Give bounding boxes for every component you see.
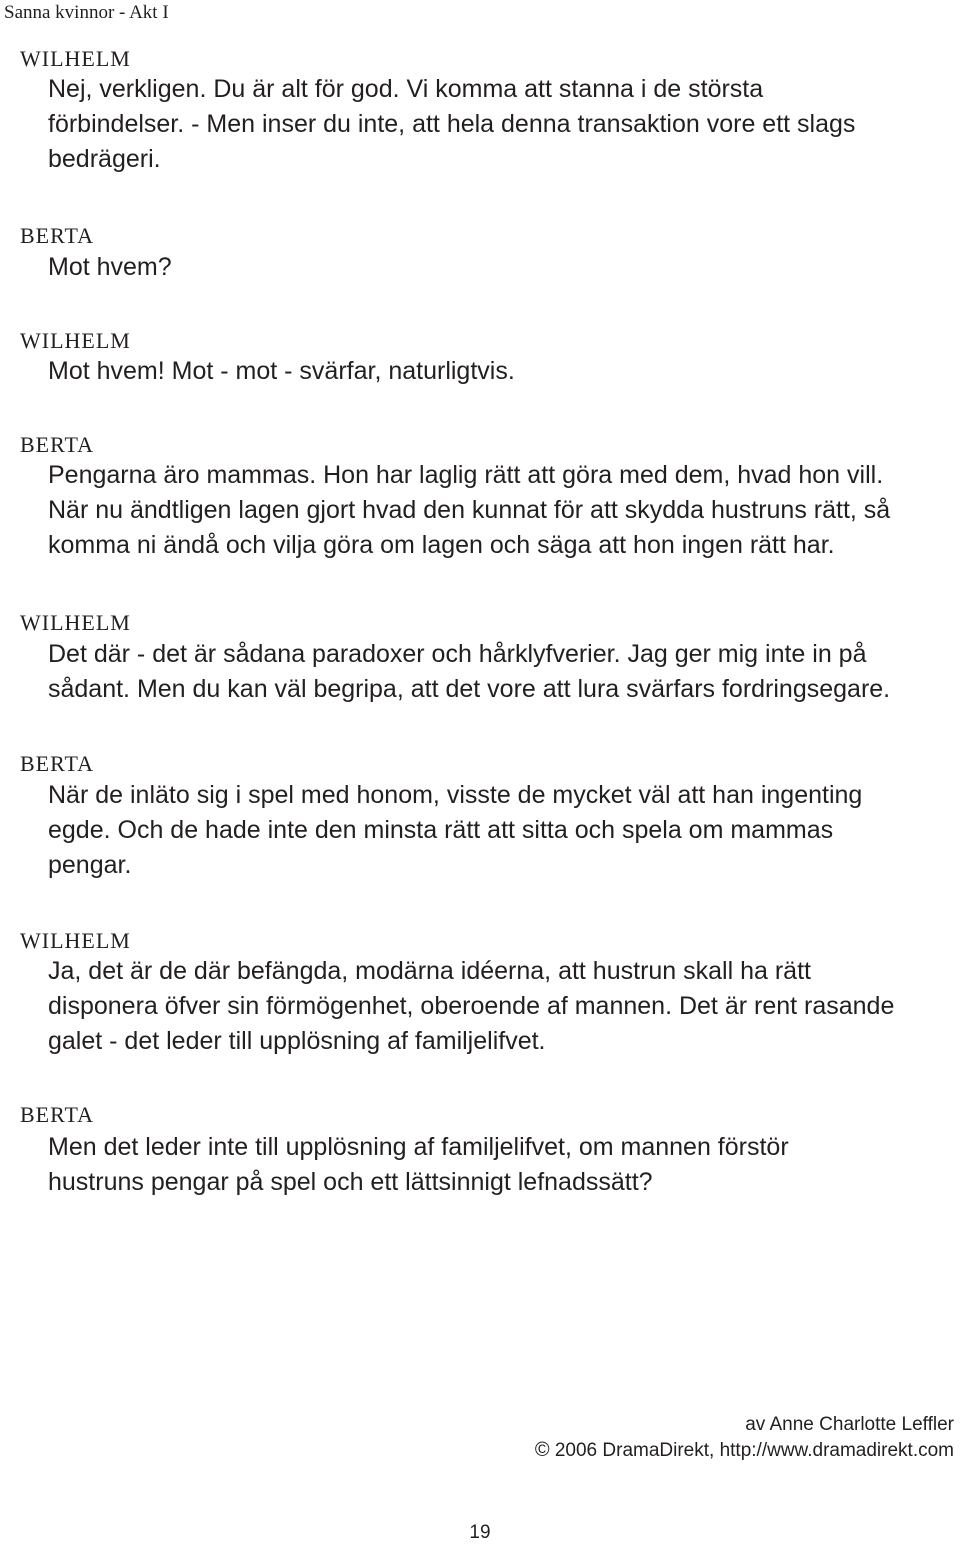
speech-line: disponera öfver sin förmögenhet, oberoende af mannen. Det är rent rasande	[48, 992, 895, 1020]
copyright-text: 2006 DramaDirekt, http://www.dramadirekt.com	[549, 1440, 954, 1461]
speech-block	[48, 954, 948, 1059]
speech-line: egde. Och de hade inte den minsta rätt att sitta och spela om mammas	[48, 816, 834, 844]
speaker-name: BERTA	[20, 1102, 95, 1127]
speech-block	[48, 458, 948, 563]
speaker-name: BERTA	[20, 751, 95, 776]
footer-copyright	[535, 1439, 954, 1462]
speaker-name: WILHELM	[20, 928, 131, 953]
speech-line: Pengarna äro mammas. Hon har laglig rätt att göra med dem, hvad hon vill.	[48, 461, 884, 489]
speech-line: Mot hvem! Mot - mot - svärfar, naturligtvis.	[48, 357, 515, 385]
speech-block	[48, 637, 948, 707]
speech-line: hustruns pengar på spel och ett lättsinnigt lefnadssätt?	[48, 1168, 653, 1196]
speech-block	[48, 778, 948, 883]
speaker-name: WILHELM	[20, 328, 131, 353]
speech-block	[48, 1130, 948, 1200]
speech-line: Mot hvem?	[48, 253, 172, 281]
speech-line: När nu ändtligen lagen gjort hvad den kunnat för att skydda hustruns rätt, så	[48, 496, 891, 524]
header-title: Sanna kvinnor - Akt I	[4, 2, 169, 23]
speaker-name: BERTA	[20, 432, 95, 457]
speech-block	[48, 354, 948, 389]
speech-line: När de inläto sig i spel med honom, visste de mycket väl att han ingenting	[48, 781, 863, 809]
speech-line: galet - det leder till upplösning af familjelifvet.	[48, 1027, 546, 1055]
speech-line: Men det leder inte till upplösning af familjelifvet, om mannen förstör	[48, 1133, 789, 1161]
speech-line: pengar.	[48, 851, 132, 879]
speech-line: Ja, det är de där befängda, modärna idéerna, att hustrun skall ha rätt	[48, 957, 811, 985]
page-number: 19	[469, 1522, 491, 1543]
speech-line: bedrägeri.	[48, 145, 161, 173]
speech-line: Det där - det är sådana paradoxer och hårklyfverier. Jag ger mig inte in på	[48, 640, 867, 668]
speech-block	[48, 72, 948, 177]
speech-line: förbindelser. - Men inser du inte, att hela denna transaktion vore ett slags	[48, 110, 856, 138]
document-header	[4, 2, 169, 24]
speaker-name: WILHELM	[20, 610, 131, 635]
speech-line: komma ni ändå och vilja göra om lagen och säga att hon ingen rätt har.	[48, 531, 835, 559]
footer-author: av Anne Charlotte Leffler	[745, 1414, 954, 1435]
speech-line: sådant. Men du kan väl begripa, att det vore att lura svärfars fordringsegare.	[48, 675, 891, 703]
speech-block	[48, 250, 948, 285]
speaker-name: WILHELM	[20, 46, 131, 71]
speaker-name: BERTA	[20, 223, 95, 248]
copyright-icon: ©	[534, 1439, 550, 1461]
speech-line: Nej, verkligen. Du är alt för god. Vi komma att stanna i de största	[48, 75, 764, 103]
